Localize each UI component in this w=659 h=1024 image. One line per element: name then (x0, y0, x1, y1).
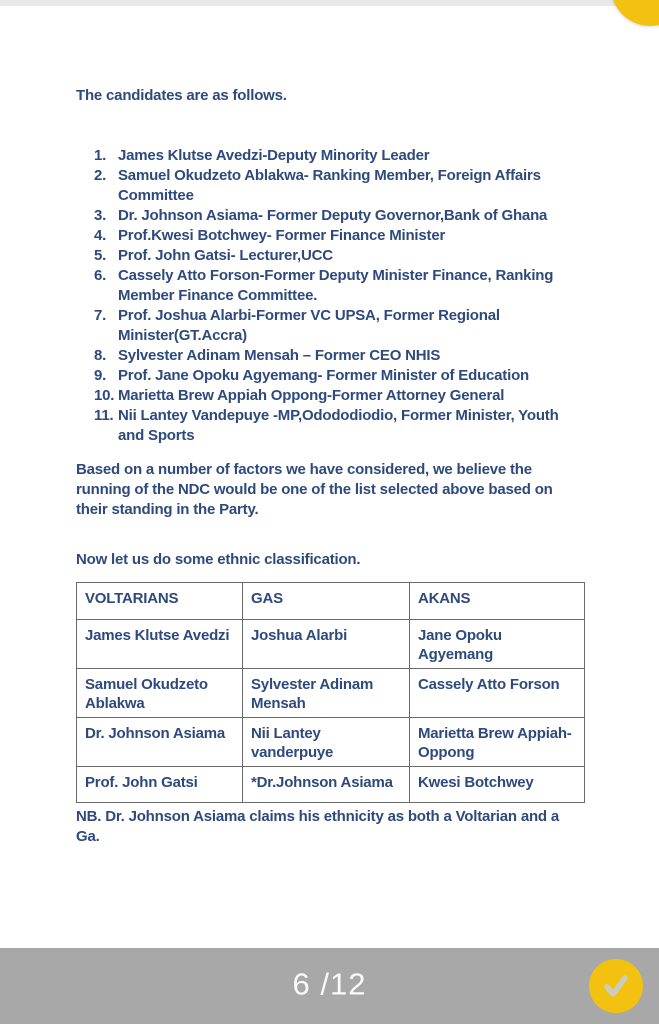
page-indicator: 6 /12 (292, 966, 367, 1002)
list-item-text: Prof. John Gatsi- Lecturer,UCC (118, 247, 333, 264)
scroll-fab-partial[interactable] (611, 0, 659, 26)
column-header: GAS (243, 583, 410, 620)
list-item (76, 146, 586, 166)
list-item (76, 226, 586, 246)
table-header-row (77, 583, 585, 620)
list-number: 10. (94, 387, 115, 404)
table-cell: Sylvester Adinam Mensah (243, 669, 410, 718)
list-number: 4. (94, 227, 107, 244)
list-number: 3. (94, 207, 107, 224)
list-item-text: Prof. Joshua Alarbi-Former VC UPSA, Former Regional Minister(GT.Accra) (118, 307, 500, 344)
ethnic-classification-table (76, 582, 585, 803)
table-cell: Kwesi Botchwey (410, 767, 585, 803)
list-item (76, 266, 586, 306)
table-cell: Nii Lantey vanderpuye (243, 718, 410, 767)
intro-text: The candidates are as follows. (76, 87, 287, 104)
list-number: 9. (94, 367, 107, 384)
table-row (77, 767, 585, 803)
table-cell: Samuel Okudzeto Ablakwa (77, 669, 243, 718)
table-cell: James Klutse Avedzi (77, 620, 243, 669)
list-item (76, 366, 586, 386)
table-cell: Prof. John Gatsi (77, 767, 243, 803)
analysis-paragraph: Based on a number of factors we have considered, we believe the running of the NDC would be one of the list selected above based on their standing in the Party. (76, 461, 553, 518)
footer-bar (0, 948, 659, 1024)
list-number: 2. (94, 167, 107, 184)
list-item (76, 206, 586, 226)
list-item (76, 406, 586, 446)
table-cell: *Dr.Johnson Asiama (243, 767, 410, 803)
list-item (76, 346, 586, 366)
list-number: 7. (94, 307, 107, 324)
list-number: 8. (94, 347, 107, 364)
table-cell: Dr. Johnson Asiama (77, 718, 243, 767)
top-edge-strip (0, 0, 659, 6)
table-row (77, 718, 585, 767)
list-item-text: Samuel Okudzeto Ablakwa- Ranking Member, Foreign Affairs Committee (118, 167, 541, 204)
table-cell: Marietta Brew Appiah-Oppong (410, 718, 585, 767)
list-item (76, 306, 586, 346)
list-item-text: James Klutse Avedzi-Deputy Minority Leader (118, 147, 430, 164)
table-row (77, 669, 585, 718)
list-item (76, 246, 586, 266)
candidates-list (76, 146, 586, 446)
list-item (76, 386, 586, 406)
list-item-text: Prof.Kwesi Botchwey- Former Finance Minister (118, 227, 446, 244)
column-header: VOLTARIANS (77, 583, 243, 620)
nb-note: NB. Dr. Johnson Asiama claims his ethnicity as both a Voltarian and a Ga. (76, 808, 559, 845)
table-cell: Cassely Atto Forson (410, 669, 585, 718)
list-item-text: Prof. Jane Opoku Agyemang- Former Minister of Education (118, 367, 529, 384)
list-item-text: Marietta Brew Appiah Oppong-Former Attorney General (118, 387, 505, 404)
list-number: 11. (94, 407, 114, 424)
table-row (77, 620, 585, 669)
list-item-text: Sylvester Adinam Mensah – Former CEO NHIS (118, 347, 441, 364)
document-page (76, 86, 586, 847)
list-number: 1. (94, 147, 107, 164)
ethnic-intro-text: Now let us do some ethnic classification. (76, 551, 361, 568)
check-icon (599, 969, 633, 1003)
confirm-button[interactable] (589, 959, 643, 1013)
column-header: AKANS (410, 583, 585, 620)
list-item-text: Nii Lantey Vandepuye -MP,Odododiodio, Former Minister, Youth and Sports (118, 407, 559, 444)
table-cell: Joshua Alarbi (243, 620, 410, 669)
table-cell: Jane Opoku Agyemang (410, 620, 585, 669)
list-item-text: Cassely Atto Forson-Former Deputy Minister Finance, Ranking Member Finance Committee. (118, 267, 554, 304)
list-number: 5. (94, 247, 107, 264)
list-number: 6. (94, 267, 107, 284)
list-item-text: Dr. Johnson Asiama- Former Deputy Governor,Bank of Ghana (118, 207, 548, 224)
list-item (76, 166, 586, 206)
